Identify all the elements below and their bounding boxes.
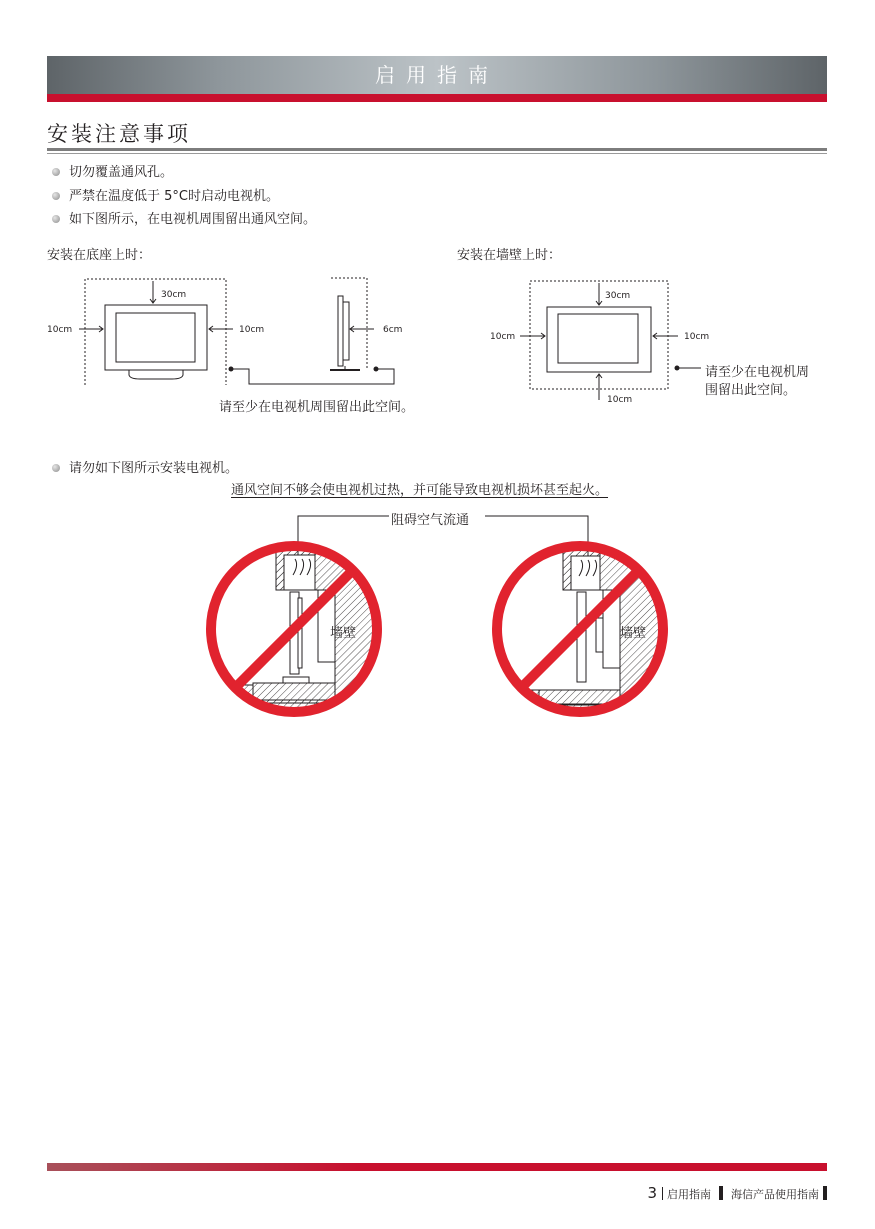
footer-divider [823,1186,827,1200]
base-install-note: 请至少在电视机周围留出此空间。 [219,400,415,415]
footer [647,1184,827,1202]
base-top-gap-label: 30cm [161,290,187,300]
airflow-callout: 阻碍空气流通 [391,513,470,528]
base-left-gap-label: 10cm [47,325,73,335]
prohibited-wall-install [497,540,690,720]
wall-install-caption: 安装在墙壁上时： [457,248,562,263]
bullet-text: 切勿覆盖通风孔。 [69,165,174,180]
warning-subtitle: 通风空间不够会使电视机过热，并可能导致电视机损坏甚至起火。 [231,483,609,498]
base-right-gap-label: 10cm [239,325,265,335]
base-install-caption: 安装在底座上时： [47,248,152,263]
wall-label-right: 墙壁 [620,626,647,641]
wall-right-gap-label: 10cm [684,332,710,342]
footer-divider [719,1186,723,1200]
prohibited-stand-install [211,540,400,720]
footer-divider [662,1187,663,1200]
section-title: 安装注意事项 [47,122,191,146]
wall-label-left: 墙壁 [330,626,357,641]
base-back-gap-label: 6cm [383,325,403,335]
wall-top-gap-label: 30cm [605,291,631,301]
bullet-text: 如下图所示，在电视机周围留出通风空间。 [69,212,317,227]
footer-section-name: 启用指南 [667,1188,711,1201]
wall-left-gap-label: 10cm [490,332,516,342]
bullet-text: 请勿如下图所示安装电视机。 [69,461,239,476]
wall-bottom-gap-label: 10cm [607,395,633,405]
header-title: 启用指南 [375,63,499,87]
page-number: 3 [647,1184,657,1202]
footer-doc-name: 海信产品使用指南 [731,1188,819,1201]
wall-install-note-line2: 围留出此空间。 [705,383,797,398]
footer-bar [47,1163,827,1171]
bullet-text: 严禁在温度低于 5°C时启动电视机。 [69,189,279,204]
wall-install-note-line1: 请至少在电视机周 [705,365,810,380]
